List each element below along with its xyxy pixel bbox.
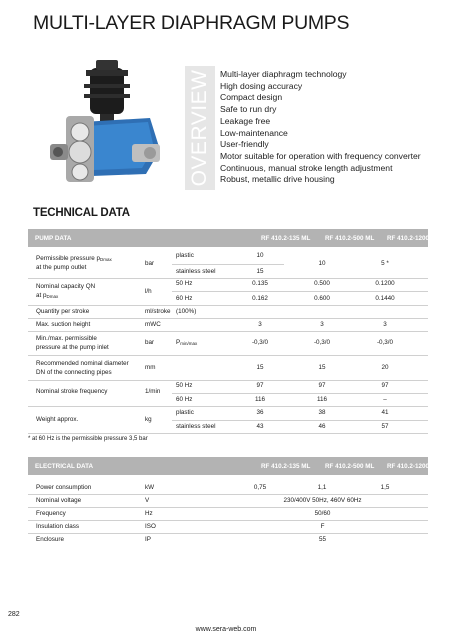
row-unit: ml/stroke	[145, 308, 171, 315]
table-cell: 1,1	[317, 484, 327, 491]
pump-data-header-label: PUMP DATA	[35, 235, 72, 242]
row-sublabel: stainless steel	[176, 268, 216, 275]
table-cell: 3	[383, 321, 387, 328]
feature-item: Low-maintenance	[220, 127, 288, 138]
row-unit: Hz	[145, 510, 153, 517]
pump-data-header	[28, 229, 440, 247]
row-sublabel: 60 Hz	[176, 295, 193, 302]
table-cell: 116	[254, 396, 266, 403]
table-cell: 15	[256, 268, 264, 275]
feature-item: Safe to run dry	[220, 104, 277, 115]
row-sublabel: 60 Hz	[176, 396, 193, 403]
table-cell: 38	[318, 409, 326, 416]
table-cell: 1,5	[380, 484, 390, 491]
row-label: Min./max. permissible	[36, 335, 97, 342]
row-sublabel: 50 Hz	[176, 382, 193, 389]
feature-list	[220, 69, 421, 186]
table-cell: 0.162	[252, 295, 268, 302]
table-cell: 15	[256, 364, 264, 371]
table-cell: 36	[256, 409, 264, 416]
feature-item: High dosing accuracy	[220, 80, 303, 91]
section-title: TECHNICAL DATA	[33, 207, 130, 219]
row-label: Recommended nominal diameter	[36, 360, 129, 367]
feature-item: Compact design	[220, 92, 283, 103]
row-sublabel: stainless steel	[176, 423, 216, 430]
overview-label: OVERVIEW	[188, 69, 211, 187]
feature-item: Leakage free	[220, 115, 271, 126]
divider	[28, 318, 428, 319]
table-cell: 0.600	[314, 295, 330, 302]
row-label: Enclosure	[36, 536, 65, 543]
row-label: at $p_{Dmax}$	[36, 292, 59, 299]
divider	[28, 355, 428, 356]
table-cell: 0.1200	[375, 280, 395, 287]
row-label: Max. suction height	[36, 321, 91, 328]
row-label: pressure at the pump inlet	[36, 344, 109, 351]
divider	[28, 278, 428, 279]
feature-item: Multi-layer diaphragm technology	[220, 69, 347, 79]
table-cell: 97	[256, 382, 264, 389]
divider	[28, 507, 428, 508]
row-unit: l/h	[145, 288, 152, 295]
row-unit: IP	[145, 536, 151, 543]
table-cell: (100%)	[176, 308, 197, 315]
table-cell: 230/400V 50Hz, 460V 60Hz	[283, 497, 362, 504]
table-cell: 0.135	[252, 280, 268, 287]
table-cell: 20	[381, 364, 389, 371]
row-label: Nominal stroke frequency	[36, 388, 108, 395]
row-unit: mWC	[145, 321, 161, 328]
table-cell: –	[383, 396, 387, 403]
page-number: 282	[8, 611, 20, 618]
table-cell: -0,3/0	[313, 339, 331, 346]
row-sublabel: 50 Hz	[176, 280, 193, 287]
column-header: RF 410.2-1200 ML	[387, 463, 440, 470]
column-header: RF 410.2-135 ML	[261, 463, 311, 470]
row-label: Insulation class	[36, 523, 80, 530]
row-label: Nominal voltage	[36, 497, 82, 504]
table-cell: 10	[256, 252, 264, 259]
table-cell: 5 *	[381, 260, 389, 267]
table-cell: 10	[318, 260, 326, 267]
feature-item: Motor suitable for operation with frequency converter	[220, 150, 421, 161]
table-cell: 55	[318, 536, 326, 543]
row-unit: bar	[145, 339, 155, 346]
divider	[172, 393, 428, 394]
page-title: MULTI-LAYER DIAPHRAGM PUMPS	[33, 12, 350, 34]
row-label: DN of the connecting pipes	[36, 369, 112, 376]
table-cell: 0,75	[253, 484, 267, 491]
feature-item: Continuous, manual stroke length adjustment	[220, 162, 393, 173]
row-label: Weight approx.	[36, 416, 79, 423]
row-label: Permissible pressure $p_{Dmax}$	[36, 255, 112, 262]
row-label: Power consumption	[36, 484, 92, 491]
divider	[28, 494, 428, 495]
divider	[28, 406, 428, 407]
table-cell: 0.1440	[375, 295, 395, 302]
table-cell: 3	[320, 321, 324, 328]
divider	[28, 433, 428, 434]
table-cell: 3	[258, 321, 262, 328]
table-cell: 50/60	[314, 510, 331, 517]
pump-product-image	[46, 60, 176, 185]
divider	[28, 533, 428, 534]
feature-item: Robust, metallic drive housing	[220, 174, 335, 185]
table-cell: -0,3/0	[251, 339, 269, 346]
table-cell: 15	[318, 364, 326, 371]
row-label: at the pump outlet	[36, 264, 87, 271]
row-sublabel: plastic	[176, 409, 194, 416]
row-label: Quantity per stroke	[36, 308, 90, 315]
table-cell: 43	[256, 423, 264, 430]
divider	[172, 420, 428, 421]
row-unit: V	[145, 497, 150, 504]
table-cell: 57	[381, 423, 389, 430]
electrical-data-header	[28, 457, 440, 475]
table-cell: -0,3/0	[376, 339, 394, 346]
row-unit: ISO	[145, 523, 156, 530]
row-label: Frequency	[36, 510, 66, 517]
table-cell: 97	[381, 382, 389, 389]
feature-item: User-friendly	[220, 139, 269, 150]
table-footnote: * at 60 Hz is the permissible pressure 3,5 bar	[28, 436, 148, 442]
row-unit: kg	[145, 416, 152, 423]
divider	[172, 291, 428, 292]
row-sublabel: plastic	[176, 252, 194, 259]
row-symbol: $P_{min/max}$	[176, 339, 198, 346]
row-label: Nominal capacity QN	[36, 283, 96, 290]
divider	[28, 520, 428, 521]
column-header: RF 410.2-500 ML	[325, 463, 375, 470]
table-cell: 41	[381, 409, 389, 416]
row-unit: 1/min	[145, 388, 161, 395]
table-cell: 0.500	[314, 280, 330, 287]
divider	[28, 331, 428, 332]
divider	[28, 380, 428, 381]
table-cell: 46	[318, 423, 326, 430]
row-unit: kW	[145, 484, 155, 491]
column-header: RF 410.2-500 ML	[325, 235, 375, 242]
row-unit: mm	[145, 364, 156, 371]
divider	[172, 264, 284, 265]
row-unit: bar	[145, 260, 155, 267]
website-link[interactable]: www.sera-web.com	[195, 626, 257, 633]
table-cell: F	[320, 523, 325, 530]
electrical-data-header-label: ELECTRICAL DATA	[35, 463, 94, 470]
overview-banner	[185, 66, 215, 190]
table-cell: 97	[318, 382, 326, 389]
divider	[28, 305, 428, 306]
column-header: RF 410.2-135 ML	[261, 235, 311, 242]
table-cell: 116	[316, 396, 328, 403]
column-header: RF 410.2-1200 ML	[387, 235, 440, 242]
